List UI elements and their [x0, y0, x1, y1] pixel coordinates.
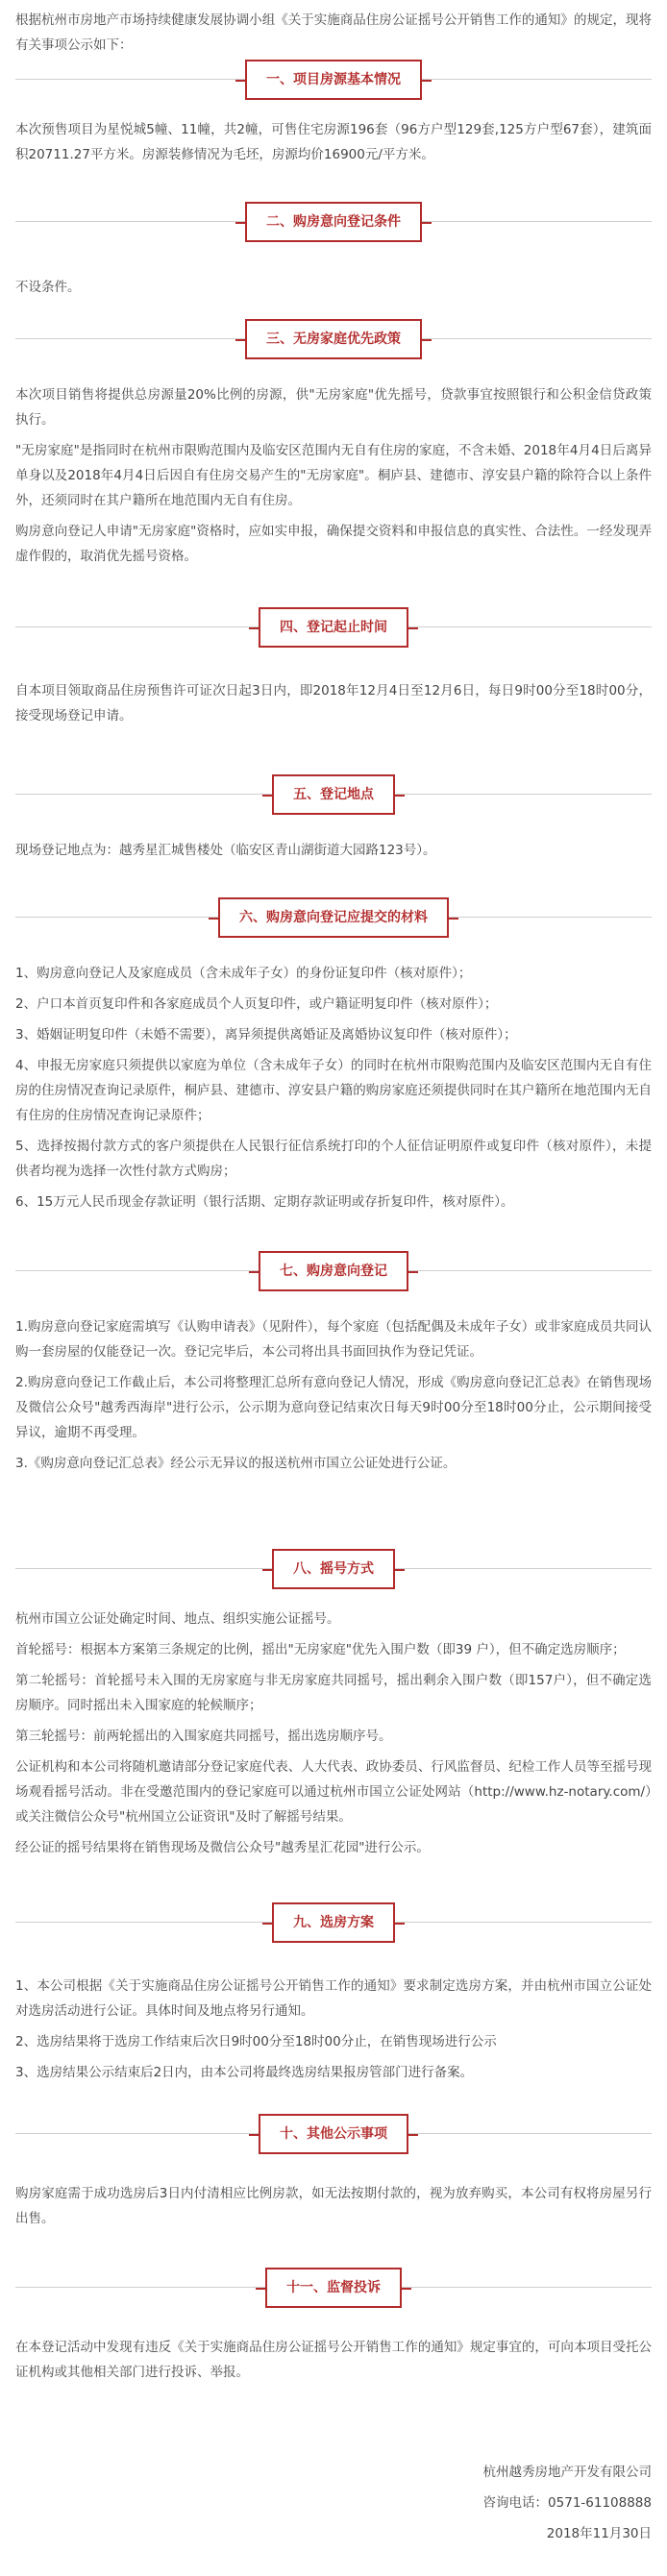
section-heading-wrap [15, 607, 652, 646]
paragraph: 2、户口本首页复印件和各家庭成员个人页复印件，或户籍证明复印件（核对原件）； [15, 996, 498, 1012]
paragraph: "无房家庭"是指同时在杭州市限购范围内及临安区范围内无自有住房的家庭，不含未婚、2018年4月4日后离异单身以及2018年4月4日后因自有住房交易产生的"无房家庭"。桐庐县、建德市、淳安县户籍的除符合以上条件外，还须同时在其户籍所在地范围内无自有住房。 [15, 443, 652, 508]
section-title: 五、登记地点 [272, 774, 395, 815]
paragraph: 1、购房意向登记人及家庭成员（含未成年子女）的身份证复印件（核对原件）； [15, 966, 472, 981]
section-8 [15, 1549, 652, 1866]
paragraph: 杭州市国立公证处确定时间、地点、组织实施公证摇号。 [15, 1611, 340, 1627]
section-title: 九、选房方案 [272, 1902, 395, 1943]
paragraph: 3、选房结果公示结束后2日内，由本公司将最终选房结果报房管部门进行备案。 [15, 2065, 474, 2080]
section-heading-wrap [15, 60, 652, 98]
paragraph: 公证机构和本公司将随机邀请部分登记家庭代表、人大代表、政协委员、行风监督员、纪检工作人员等至摇号现场观看摇号活动。非在受邀范围内的登记家庭可以通过杭州市国立公证处网站（http://www.hz-notary.com/）或关注微信公众号"杭州国立公证资讯"及时了解摇号结果。 [15, 1759, 652, 1825]
section-9 [15, 1902, 652, 2091]
paragraph: 3.《购房意向登记汇总表》经公示无异议的报送杭州市国立公证处进行公证。 [15, 1456, 457, 1471]
section-title: 八、摇号方式 [272, 1549, 395, 1589]
signature-phone: 咨询电话：0571-61108888 [482, 2495, 652, 2511]
paragraph: 在本登记活动中发现有违反《关于实施商品住房公证摇号公开销售工作的通知》规定事宜的，可向本项目受托公证机构或其他相关部门进行投诉、举报。 [15, 2340, 652, 2380]
paragraph: 第三轮摇号：前两轮摇出的入围家庭共同摇号，摇出选房顺序号。 [15, 1729, 392, 1744]
paragraph: 现场登记地点为：越秀星汇城售楼处（临安区青山湖街道大园路123号）。 [15, 843, 436, 858]
section-3 [15, 319, 652, 575]
section-heading-wrap [15, 897, 652, 936]
section-title: 一、项目房源基本情况 [245, 60, 422, 100]
section-title: 十一、监督投诉 [265, 2268, 402, 2308]
section-heading-wrap [15, 2114, 652, 2152]
paragraph: 本次预售项目为星悦城5幢、11幢，共2幢，可售住宅房源196套（96方户型129套,125方户型67套），建筑面积20711.27平方米。房源装修情况为毛坯，房源均价16900元/平方米。 [15, 122, 652, 162]
section-title: 七、购房意向登记 [259, 1251, 408, 1291]
paragraph: 不设条件。 [15, 280, 81, 295]
paragraph: 1、本公司根据《关于实施商品住房公证摇号公开销售工作的通知》要求制定选房方案，并由杭州市国立公证处对选房活动进行公证。具体时间及地点将另行通知。 [15, 1978, 652, 2019]
paragraph: 首轮摇号：根据本方案第三条规定的比例，摇出"无房家庭"优先入围户数（即39 户），但不确定选房顺序； [15, 1642, 626, 1657]
section-2 [15, 202, 652, 306]
section-5 [15, 774, 652, 869]
paragraph: 2.购房意向登记工作截止后，本公司将整理汇总所有意向登记人情况，形成《购房意向登记汇总表》在销售现场及微信公众号"越秀西海岸"进行公示，公示期为意向登记结束次日每天9时00分至18时00分止，公示期间接受异议，逾期不再受理。 [15, 1375, 652, 1440]
signature-date: 2018年11月30日 [546, 2526, 652, 2541]
section-title: 十、其他公示事项 [259, 2114, 408, 2154]
paragraph: 本次项目销售将提供总房源量20%比例的房源，供"无房家庭"优先摇号，贷款事宜按照银行和公积金信贷政策执行。 [15, 387, 652, 428]
paragraph: 2、选房结果将于选房工作结束后次日9时00分至18时00分止，在销售现场进行公示 [15, 2034, 497, 2049]
section-heading-wrap [15, 1549, 652, 1587]
paragraph: 5、选择按揭付款方式的客户须提供在人民银行征信系统打印的个人征信证明原件或复印件（核对原件），未提供者均视为选择一次性付款方式购房； [15, 1139, 652, 1179]
paragraph: 4、申报无房家庭只须提供以家庭为单位（含未成年子女）的同时在杭州市限购范围内及临安区范围内无自有住房的住房情况查询记录原件，桐庐县、建德市、淳安县户籍的购房家庭还须提供同时在其户籍所在地范围内无自有住房的住房情况查询记录原件； [15, 1058, 652, 1123]
signature-company: 杭州越秀房地产开发有限公司 [482, 2465, 652, 2480]
section-heading-wrap [15, 774, 652, 813]
paragraph: 购房家庭需于成功选房后3日内付清相应比例房款，如无法按期付款的，视为放弃购买，本公司有权将房屋另行出售。 [15, 2186, 652, 2226]
section-heading-wrap [15, 1902, 652, 1941]
paragraph: 经公证的摇号结果将在销售现场及微信公众号"越秀星汇花园"进行公示。 [15, 1840, 430, 1855]
paragraph: 3、婚姻证明复印件（未婚不需要），离异须提供离婚证及离婚协议复印件（核对原件）； [15, 1027, 517, 1043]
paragraph: 第二轮摇号：首轮摇号未入围的无房家庭与非无房家庭共同摇号，摇出剩余入围户数（即157户），但不确定选房顺序。同时摇出未入围家庭的轮候顺序； [15, 1673, 652, 1713]
section-11 [15, 2268, 652, 2391]
section-title: 二、购房意向登记条件 [245, 202, 422, 242]
section-heading-wrap [15, 319, 652, 357]
section-title: 四、登记起止时间 [259, 607, 408, 648]
section-heading-wrap [15, 1251, 652, 1289]
section-title: 六、购房意向登记应提交的材料 [218, 897, 449, 938]
paragraph: 6、15万元人民币现金存款证明（银行活期、定期存款证明或存折复印件，核对原件）。 [15, 1194, 514, 1210]
paragraph: 1.购房意向登记家庭需填写《认购申请表》（见附件），每个家庭（包括配偶及未成年子女）或非家庭成员共同认购一套房屋的仅能登记一次。登记完毕后，本公司将出具书面回执作为登记凭证。 [15, 1319, 652, 1360]
section-10 [15, 2114, 652, 2237]
section-7 [15, 1251, 652, 1482]
section-6 [15, 897, 652, 1220]
paragraph: 购房意向登记人申请"无房家庭"资格时，应如实申报，确保提交资料和申报信息的真实性、合法性。一经发现弄虚作假的，取消优先摇号资格。 [15, 524, 652, 564]
section-4 [15, 607, 652, 734]
signature-block [363, 2460, 652, 2552]
section-1 [15, 60, 652, 173]
section-title: 三、无房家庭优先政策 [245, 319, 422, 359]
intro-paragraph: 根据杭州市房地产市场持续健康发展协调小组《关于实施商品住房公证摇号公开销售工作的通知》的规定，现将有关事项公示如下： [15, 12, 652, 53]
paragraph: 自本项目领取商品住房预售许可证次日起3日内，即2018年12月4日至12月6日，每日9时00分至18时00分，接受现场登记申请。 [15, 683, 652, 724]
section-heading-wrap [15, 2268, 652, 2306]
section-heading-wrap [15, 202, 652, 240]
